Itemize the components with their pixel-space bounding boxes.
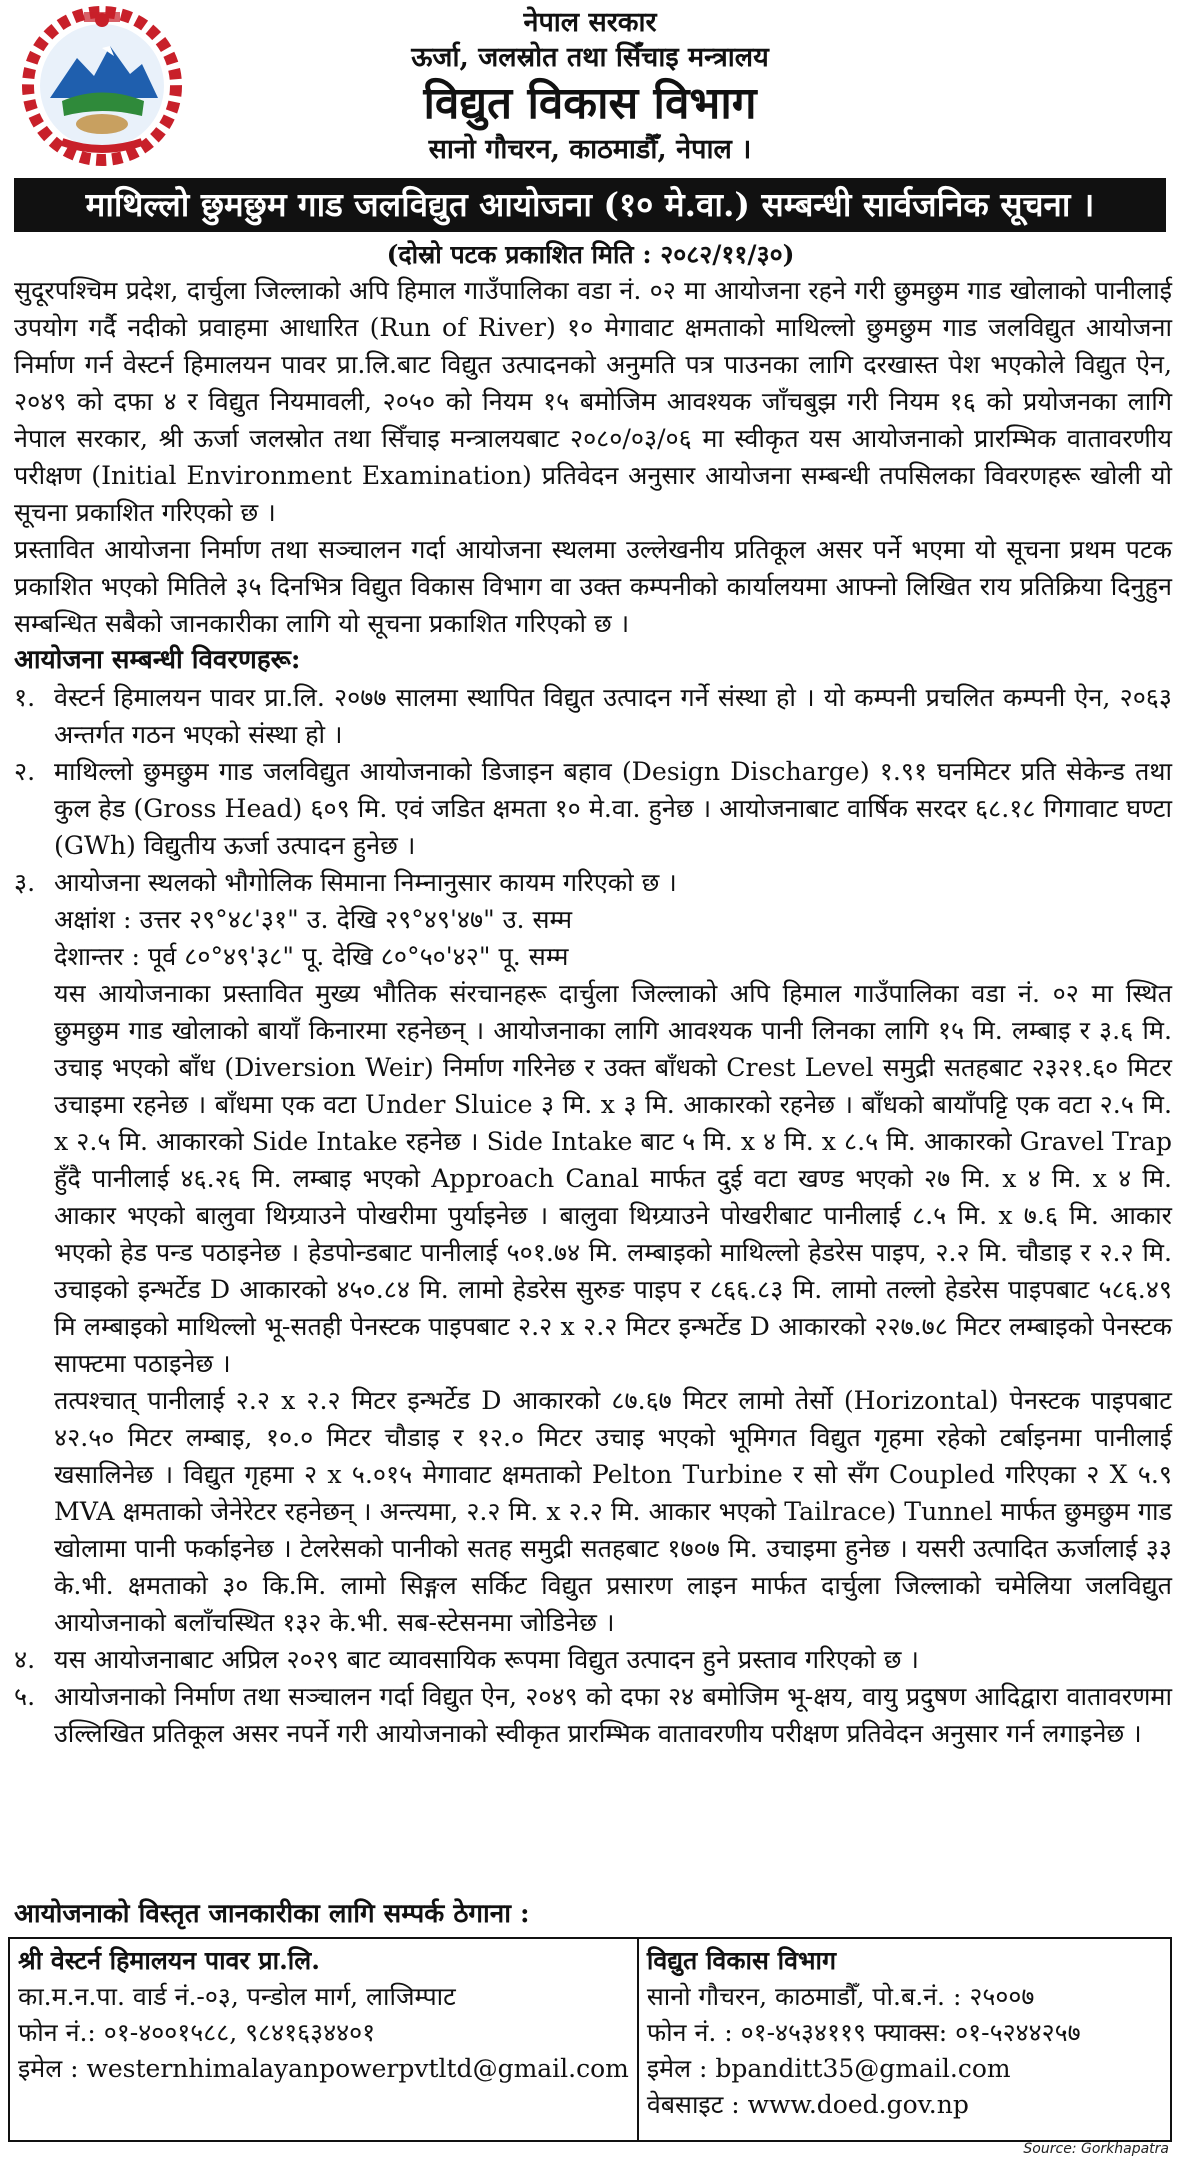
department-contact	[639, 1939, 1170, 2140]
dept-email: इमेल : bpanditt35@gmail.com	[646, 2054, 1011, 2083]
dept-website: वेबसाइट : www.doed.gov.np	[646, 2090, 969, 2119]
intro-paragraph-2: प्रस्तावित आयोजना निर्माण तथा सञ्चालन गर्दा आयोजना स्थलमा उल्लेखनीय प्रतिकूल असर पर्ने भएमा यो सूचना प्रथम पटक प्रकाशित भएको मितिले ३५ दिनभित्र विद्युत विकास विभाग वा उक्त कम्पनीको कार्यालयमा आफ्नो लिखित राय प्रतिक्रिया दिनुहुन सम्बन्धित सबैको जानकारीका लागि यो सूचना प्रकाशित गरिएको छ ।	[14, 535, 1172, 638]
list-item	[14, 1641, 1172, 1678]
latitude-range: अक्षांश : उत्तर २९°४८'३१" उ. देखि २९°४९'४७" उ. सम्म	[54, 905, 573, 934]
notice-body	[14, 272, 1172, 1752]
nepal-emblem-icon	[22, 6, 182, 166]
contact-table	[8, 1937, 1172, 2142]
structures-paragraph-2: तत्पश्चात् पानीलाई २.२ x २.२ मिटर इन्भर्टेड D आकारको ८७.६७ मिटर लामो तेर्सो (Horizontal) पेनस्टक पाइपबाट ४२.५० मिटर लम्बाइ, १०.० मिटर चौडाइ र १२.० मिटर उचाइ भएको भूमिगत विद्युत गृहमा रहेको टर्बाइनमा पानीलाई खसालिनेछ । विद्युत गृहमा २ x ५.०१५ मेगावाट क्षमताको Pelton Turbine र सो सँग Coupled गरिएका २ X ५.९ MVA क्षमताको जेनेरेटर रहनेछन् । अन्त्यमा, २.२ मि. x २.२ मि. आकार भएको Tailrace) Tunnel मार्फत छुमछुम गाड खोलामा पानी फर्काइनेछ । टेलरेसको पानीको सतह समुद्री सतहबाट १७०७ मि. उचाइमा हुनेछ । यसरी उत्पादित ऊर्जालाई ३३ के.भी. क्षमताको ३० कि.मि. लामो सिङ्गल सर्किट विद्युत प्रसारण लाइन मार्फत दार्चुला जिल्लाको चमेलिया जलविद्युत आयोजनाको बलाँचस्थित १३२ के.भी. सब-स्टेसनमा जोडिनेछ ।	[54, 1386, 1172, 1637]
gov-name: नेपाल सरकार	[523, 7, 657, 38]
item-text: आयोजनाको निर्माण तथा सञ्चालन गर्दा विद्युत ऐन, २०४९ को दफा २४ बमोजिम भू-क्षय, वायु प्रदुषण आदिद्वारा वातावरणमा उल्लिखित प्रतिकूल असर नपर्ने गरी आयोजनाको स्वीकृत प्रारम्भिक वातावरणीय परीक्षण प्रतिवेदन अनुसार गर्न लगाइनेछ ।	[54, 1682, 1172, 1748]
item-number: ४.	[14, 1645, 36, 1674]
company-address: का.म.न.पा. वार्ड नं.-०३, पन्डोल मार्ग, लाजिम्पाट	[18, 1982, 456, 2011]
company-name: श्री वेस्टर्न हिमालयन पावर प्रा.लि.	[18, 1946, 320, 1975]
contact-heading: आयोजनाको विस्तृत जानकारीका लागि सम्पर्क ठेगाना :	[14, 1899, 530, 1929]
company-contact	[10, 1939, 639, 2140]
ministry-name: ऊर्जा, जलस्रोत तथा सिँचाइ मन्त्रालय	[411, 42, 769, 73]
item-number: २.	[14, 757, 36, 786]
item-number: ५.	[14, 1682, 36, 1711]
department-address: सानो गौचरन, काठमाडौँ, नेपाल ।	[428, 134, 752, 165]
details-heading: आयोजना सम्बन्धी विवरणहरू:	[14, 645, 301, 675]
publication-date: (दोस्रो पटक प्रकाशित मिति : २०८२/११/३०)	[386, 240, 795, 269]
source-credit: Source: Gorkhapatra	[1023, 2141, 1169, 2157]
item-text: आयोजना स्थलको भौगोलिक सिमाना निम्नानुसार कायम गरिएको छ ।	[54, 868, 677, 897]
company-email: इमेल : westernhimalayanpowerpvtltd@gmail.com	[18, 2054, 629, 2083]
dept-phone: फोन नं. : ०१-४५३४११९ फ्याक्स: ०१-५२४४२५७	[646, 2018, 1081, 2047]
item-number: १.	[14, 683, 36, 712]
notice-title-banner: माथिल्लो छुमछुम गाड जलविद्युत आयोजना (१० मे.वा.) सम्बन्धी सार्वजनिक सूचना ।	[14, 178, 1166, 232]
dept-address: सानो गौचरन, काठमाडौँ, पो.ब.नं. : २५००७	[646, 1982, 1035, 2011]
intro-paragraph-1: सुदूरपश्चिम प्रदेश, दार्चुला जिल्लाको अपि हिमाल गाउँपालिका वडा नं. ०२ मा आयोजना रहने गरी छुमछुम गाड खोलाको पानीलाई उपयोग गर्दै नदीको प्रवाहमा आधारित (Run of River) १० मेगावाट क्षमताको माथिल्लो छुमछुम गाड जलविद्युत आयोजना निर्माण गर्न वेस्टर्न हिमालयन पावर प्रा.लि.बाट विद्युत उत्पादनको अनुमति पत्र पाउनका लागि दरखास्त पेश भएकोले विद्युत ऐन, २०४९ को दफा ४ र विद्युत नियमावली, २०५० को नियम १५ बमोजिम आवश्यक जाँचबुझ गरी नियम १६ को प्रयोजनका लागि नेपाल सरकार, श्री ऊर्जा जलस्रोत तथा सिँचाइ मन्त्रालयबाट २०८०/०३/०६ मा स्वीकृत यस आयोजनाको प्रारम्भिक वातावरणीय परीक्षण (Initial Environment Examination) प्रतिवेदन अनुसार आयोजना सम्बन्धी तपसिलका विवरणहरू खोली यो सूचना प्रकाशित गरिएको छ ।	[14, 276, 1172, 527]
list-item	[14, 864, 1172, 901]
item-text: वेस्टर्न हिमालयन पावर प्रा.लि. २०७७ सालमा स्थापित विद्युत उत्पादन गर्ने संस्था हो । यो कम्पनी प्रचलित कम्पनी ऐन, २०६३ अन्तर्गत गठन भएको संस्था हो ।	[54, 683, 1172, 749]
company-phone: फोन नं.: ०१-४००१५८८, ९८४१६३४४०१	[18, 2018, 376, 2047]
item-number: ३.	[14, 868, 36, 897]
letterhead	[0, 0, 1181, 172]
item-text: माथिल्लो छुमछुम गाड जलविद्युत आयोजनाको डिजाइन बहाव (Design Discharge) १.९१ घनमिटर प्रति सेकेन्ड तथा कुल हेड (Gross Head) ६०९ मि. एवं जडित क्षमता १० मे.वा. हुनेछ । आयोजनाबाट वार्षिक सरदर ६८.१८ गिगावाट घण्टा (GWh) विद्युतीय ऊर्जा उत्पादन हुनेछ ।	[54, 757, 1172, 860]
list-item	[14, 1678, 1172, 1752]
dept-name: विद्युत विकास विभाग	[646, 1946, 837, 1975]
list-item	[14, 753, 1172, 864]
structures-paragraph-1: यस आयोजनाका प्रस्तावित मुख्य भौतिक संरचानहरू दार्चुला जिल्लाको अपि हिमाल गाउँपालिका वडा नं. ०२ मा स्थित छुमछुम गाड खोलाको बायाँ किनारमा रहनेछन् । आयोजनाका लागि आवश्यक पानी लिनका लागि १५ मि. लम्बाइ र ३.६ मि. उचाइ भएको बाँध (Diversion Weir) निर्माण गरिनेछ र उक्त बाँधको Crest Level समुद्री सतहबाट २३२१.६० मिटर उचाइमा रहनेछ । बाँधमा एक वटा Under Sluice ३ मि. x ३ मि. आकारको रहनेछ । बाँधको बायाँपट्टि एक वटा २.५ मि. x २.५ मि. आकारको Side Intake रहनेछ । Side Intake बाट ५ मि. x ४ मि. x ८.५ मि. आकारको Gravel Trap हुँदै पानीलाई ४६.२६ मि. लम्बाइ भएको Approach Canal मार्फत दुई वटा खण्ड भएको २७ मि. x ४ मि. x ४ मि. आकार भएको बालुवा थिग्र्याउने पोखरीमा पुर्याइनेछ । बालुवा थिग्र्याउने पोखरीबाट पानीलाई ८.५ मि. x ७.६ मि. आकार भएको हेड पन्ड पठाइनेछ । हेडपोन्डबाट पानीलाई ५०१.७४ मि. लम्बाइको माथिल्लो हेडरेस पाइप, २.२ मि. चौडाइ र २.२ मि. उचाइको इन्भर्टेड D आकारको ४५०.८४ मि. लामो हेडरेस सुरुङ पाइप र ८६६.८३ मि. लामो तल्लो हेडरेस पाइपबाट ५८६.४९ मि लम्बाइको माथिल्लो भू-सतही पेनस्टक पाइपबाट २.२ x २.२ मिटर इन्भर्टेड D आकारको २२७.७८ मिटर लम्बाइको पेनस्टक साफ्टमा पठाइनेछ ।	[54, 979, 1172, 1378]
item-text: यस आयोजनाबाट अप्रिल २०२९ बाट व्यावसायिक रूपमा विद्युत उत्पादन हुने प्रस्ताव गरिएको छ ।	[54, 1645, 919, 1674]
list-item	[14, 679, 1172, 753]
longitude-range: देशान्तर : पूर्व ८०°४९'३८" पू. देखि ८०°५०'४२" पू. सम्म	[54, 942, 569, 971]
department-name: विद्युत विकास विभाग	[423, 78, 757, 129]
